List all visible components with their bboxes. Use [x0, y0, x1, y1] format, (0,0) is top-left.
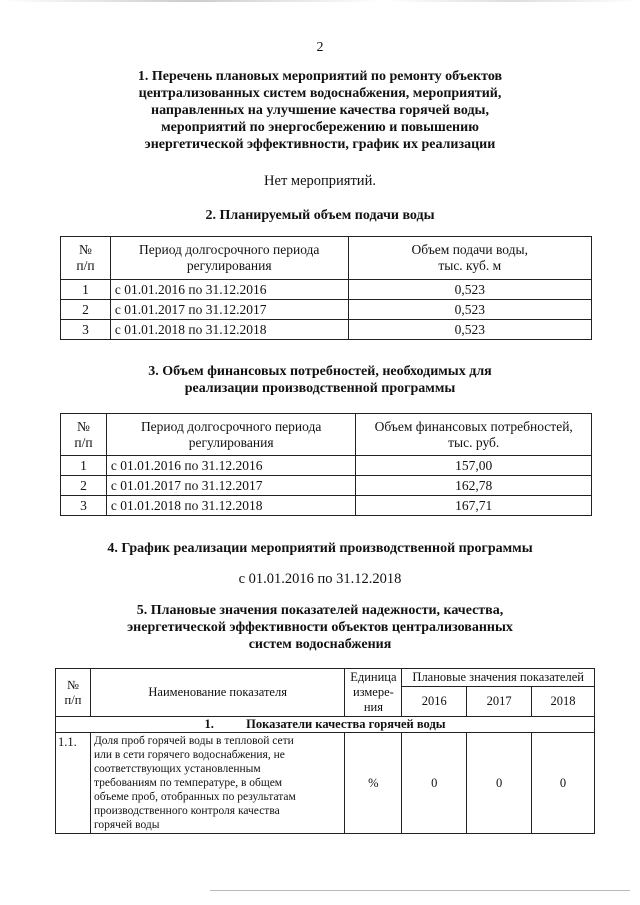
table-row — [61, 496, 592, 516]
row-value: 0,523 — [348, 300, 591, 320]
header-line: п/п — [74, 434, 93, 450]
row-value: 167,71 — [356, 496, 592, 516]
section3-title-line: реализации производственной программы — [184, 381, 456, 396]
header-line: п/п — [76, 258, 95, 273]
scan-edge-top — [0, 0, 640, 2]
section1-title — [0, 68, 640, 153]
table-row — [61, 300, 592, 320]
header-line: измере- — [352, 685, 394, 699]
header-line: тыс. куб. м — [438, 258, 502, 273]
year-header: 2016 — [402, 687, 467, 717]
table-header-row — [61, 414, 592, 456]
section5-title-line: систем водоснабжения — [248, 637, 392, 652]
row-period: с 01.01.2018 по 31.12.2018 — [106, 496, 356, 516]
row-value: 0 — [532, 733, 595, 834]
num-header — [61, 237, 111, 280]
section2-title: 2. Планируемый объем подачи воды — [205, 208, 435, 223]
plan-header: Плановые значения показателей — [402, 669, 595, 687]
row-value: 0,523 — [348, 280, 591, 300]
header-line: № — [67, 677, 79, 692]
section1-title-line: 1. Перечень плановых мероприятий по ремонту объектов — [137, 69, 503, 84]
row-num: 3 — [61, 496, 107, 516]
section4-period: с 01.01.2016 по 31.12.2018 — [238, 571, 402, 587]
group-row — [56, 717, 595, 733]
row-name-line: Доля проб горячей воды в тепловой сети — [93, 735, 294, 747]
table-header-row — [56, 669, 595, 687]
row-name-line: объеме проб, отобранных по результатам — [93, 791, 296, 803]
section1-title-line: мероприятий по энергосбережению и повышению — [161, 120, 479, 135]
row-period: с 01.01.2016 по 31.12.2016 — [106, 456, 356, 476]
row-value: 157,00 — [356, 456, 592, 476]
row-num: 2 — [61, 300, 111, 320]
header-line: ния — [363, 700, 383, 714]
header-line: № — [79, 242, 92, 257]
table-row — [61, 476, 592, 496]
row-num: 3 — [61, 320, 111, 340]
row-name-line: горячей воды — [93, 819, 160, 831]
scan-edge-bottom — [210, 890, 630, 891]
value-header — [356, 414, 592, 456]
name-header: Наименование показателя — [90, 669, 344, 717]
row-value: 0 — [467, 733, 532, 834]
row-name-line: производственного контроля качества — [93, 805, 280, 817]
period-header — [110, 237, 348, 280]
group-label: Показатели качества горячей воды — [246, 717, 446, 731]
header-line: Объем подачи воды, — [411, 242, 528, 257]
header-line: п/п — [64, 692, 82, 707]
year-header: 2017 — [467, 687, 532, 717]
table-row — [56, 733, 595, 834]
row-period: с 01.01.2018 по 31.12.2018 — [110, 320, 348, 340]
header-line: регулирования — [188, 434, 274, 450]
row-period: с 01.01.2017 по 31.12.2017 — [110, 300, 348, 320]
section5-title — [0, 602, 640, 653]
group-num: 1. — [204, 717, 214, 731]
unit-header — [345, 669, 402, 717]
value-header — [348, 237, 591, 280]
header-line: Период долгосрочного периода — [140, 418, 322, 434]
row-name — [90, 733, 344, 834]
row-name-line: соответствующих установленным — [93, 763, 261, 775]
row-num: 2 — [61, 476, 107, 496]
row-unit: % — [345, 733, 402, 834]
table-row — [61, 320, 592, 340]
row-name-line: требованиям по температуре, в общем — [93, 777, 283, 789]
section1-title-line: энергетической эффективности, график их реализации — [144, 137, 496, 152]
group-title — [56, 717, 595, 733]
section5-title-line: 5. Плановые значения показателей надежности, качества, — [136, 603, 504, 618]
year-header: 2018 — [532, 687, 595, 717]
row-value: 162,78 — [356, 476, 592, 496]
header-line: Период долгосрочного периода — [138, 242, 320, 257]
header-line: № — [77, 418, 90, 434]
page-number: 2 — [316, 40, 324, 55]
section5-title-line: энергетической эффективности объектов централизованных — [127, 620, 513, 635]
section1-title-line: направленных на улучшение качества горячей воды, — [151, 103, 489, 118]
header-line: Единица — [350, 670, 397, 684]
period-header — [106, 414, 356, 456]
indicators-table — [55, 668, 595, 834]
table-row — [61, 456, 592, 476]
section1-note: Нет мероприятий. — [264, 173, 376, 189]
row-num: 1 — [61, 456, 107, 476]
row-num: 1.1. — [56, 733, 91, 834]
section3-title-line: 3. Объем финансовых потребностей, необходимых для — [148, 364, 492, 379]
table-row — [61, 280, 592, 300]
row-num: 1 — [61, 280, 111, 300]
section3-title — [0, 363, 640, 397]
table-header-row — [61, 237, 592, 280]
section1-title-line: централизованных систем водоснабжения, мероприятий, — [138, 86, 502, 101]
row-name-line: или в сети горячего водоснабжения, не — [93, 749, 285, 761]
header-line: Объем финансовых потребностей, — [374, 418, 573, 434]
row-value: 0,523 — [348, 320, 591, 340]
supply-table — [60, 236, 592, 340]
header-line: регулирования — [186, 258, 272, 273]
section4-title: 4. График реализации мероприятий производственной программы — [107, 541, 533, 556]
header-line: тыс. руб. — [448, 434, 500, 450]
finance-table — [60, 413, 592, 516]
row-period: с 01.01.2016 по 31.12.2016 — [110, 280, 348, 300]
num-header — [56, 669, 91, 717]
num-header — [61, 414, 107, 456]
row-value: 0 — [402, 733, 467, 834]
row-period: с 01.01.2017 по 31.12.2017 — [106, 476, 356, 496]
